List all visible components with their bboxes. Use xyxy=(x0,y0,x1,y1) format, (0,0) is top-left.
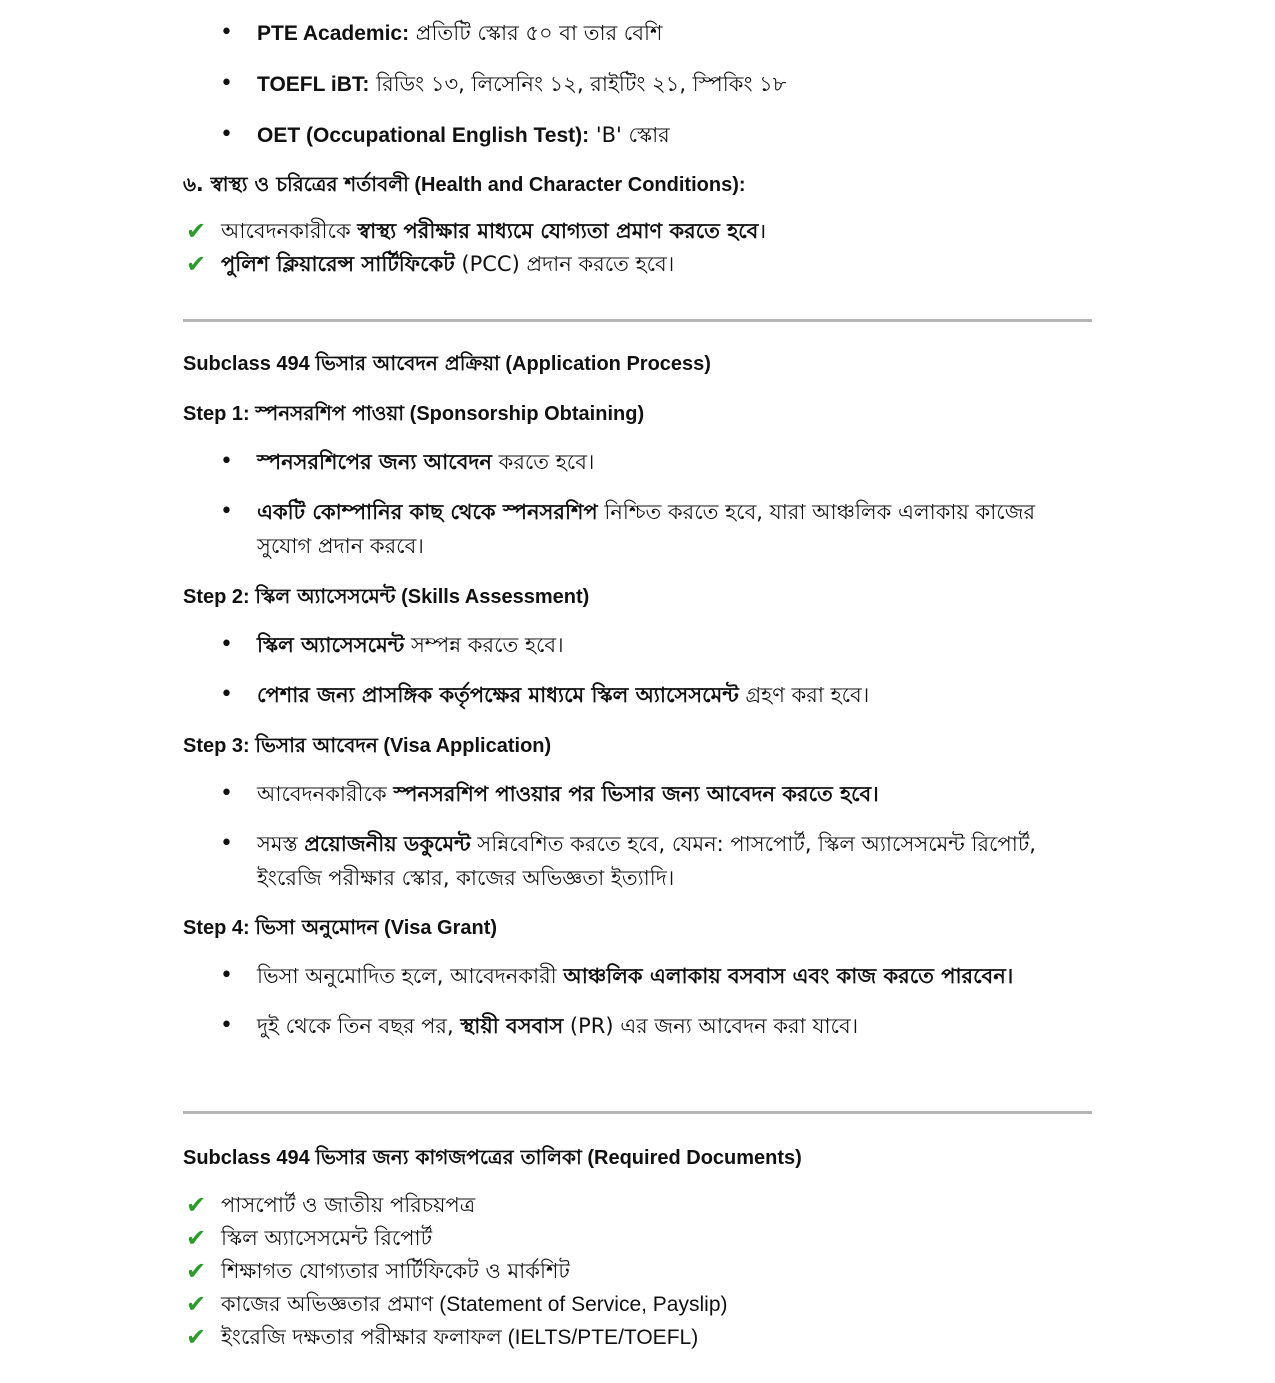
step-1-heading: Step 1: স্পনসরশিপ পাওয়া (Sponsorship Obtaining) xyxy=(183,401,645,425)
check-mark-icon: ✔ xyxy=(186,1257,207,1285)
check-mark-icon: ✔ xyxy=(186,250,207,278)
health-heading: ৬. স্বাস্থ্য ও চরিত্রের শর্তাবলী (Health and Character Conditions): xyxy=(183,172,746,196)
list-item: • স্পনসরশিপের জন্য আবেদন করতে হবে। xyxy=(0,445,1275,479)
list-item: • ভিসা অনুমোদিত হলে, আবেদনকারী আঞ্চলিক এলাকায় বসবাস এবং কাজ করতে পারবেন। xyxy=(0,959,1275,993)
checklist-item: ✔ স্কিল অ্যাসেসমেন্ট রিপোর্ট xyxy=(0,1222,1275,1255)
checklist-item: ✔ ইংরেজি দক্ষতার পরীক্ষার ফলাফল (IELTS/PTE/TOEFL) xyxy=(0,1321,1275,1354)
list-item: • TOEFL iBT: রিডিং ১৩, লিসেনিং ১২, রাইটিং ২১, স্পিকিং ১৮ xyxy=(0,67,1275,102)
step-1-list xyxy=(0,445,1275,563)
step-4-heading: Step 4: ভিসা অনুমোদন (Visa Grant) xyxy=(183,915,498,939)
checklist-item: ✔ পুলিশ ক্লিয়ারেন্স সার্টিফিকেট (PCC) প্রদান করতে হবে। xyxy=(0,248,1275,281)
step-2-list xyxy=(0,628,1275,712)
checklist-item: ✔ পাসপোর্ট ও জাতীয় পরিচয়পত্র xyxy=(0,1189,1275,1222)
checklist-item: ✔ শিক্ষাগত যোগ্যতার সার্টিফিকেট ও মার্কশিট xyxy=(0,1255,1275,1288)
step-4-list xyxy=(0,959,1275,1043)
step-3-list xyxy=(0,777,1275,895)
documents-checklist xyxy=(0,1189,1275,1354)
check-mark-icon: ✔ xyxy=(186,1290,207,1318)
step-2-heading: Step 2: স্কিল অ্যাসেসমেন্ট (Skills Assessment) xyxy=(183,584,590,608)
step-3-heading: Step 3: ভিসার আবেদন (Visa Application) xyxy=(183,733,552,757)
list-item: • PTE Academic: প্রতিটি স্কোর ৫০ বা তার বেশি xyxy=(0,16,1275,51)
list-item: • পেশার জন্য প্রাসঙ্গিক কর্তৃপক্ষের মাধ্যমে স্কিল অ্যাসেসমেন্ট গ্রহণ করা হবে। xyxy=(0,678,1275,712)
checklist-item: ✔ আবেদনকারীকে স্বাস্থ্য পরীক্ষার মাধ্যমে যোগ্যতা প্রমাণ করতে হবে। xyxy=(0,215,1275,248)
health-checklist xyxy=(0,215,1275,281)
list-item: • স্কিল অ্যাসেসমেন্ট সম্পন্ন করতে হবে। xyxy=(0,628,1275,662)
list-item: • একটি কোম্পানির কাছ থেকে স্পনসরশিপ নিশ্চিত করতে হবে, যারা আঞ্চলিক এলাকায় কাজের সুযোগ প্রদান করবে। xyxy=(0,495,1275,563)
list-item: • আবেদনকারীকে স্পনসরশিপ পাওয়ার পর ভিসার জন্য আবেদন করতে হবে। xyxy=(0,777,1275,811)
check-mark-icon: ✔ xyxy=(186,217,207,245)
divider xyxy=(183,1111,1092,1114)
check-mark-icon: ✔ xyxy=(186,1191,207,1219)
divider xyxy=(183,319,1092,322)
list-item: • OET (Occupational English Test): 'B' স্কোর xyxy=(0,118,1275,153)
list-item: • সমস্ত প্রয়োজনীয় ডকুমেন্ট সন্নিবেশিত করতে হবে, যেমন: পাসপোর্ট, স্কিল অ্যাসেসমেন্ট রিপোর্ট, ইংরেজি পরীক্ষার স্কোর, কাজের অভিজ্ঞতা ইত্যাদি। xyxy=(0,827,1275,895)
english-tests-list xyxy=(0,16,1275,153)
check-mark-icon: ✔ xyxy=(186,1224,207,1252)
documents-heading: Subclass 494 ভিসার জন্য কাগজপত্রের তালিকা (Required Documents) xyxy=(183,1145,802,1169)
list-item: • দুই থেকে তিন বছর পর, স্থায়ী বসবাস (PR) এর জন্য আবেদন করা যাবে। xyxy=(0,1009,1275,1043)
check-mark-icon: ✔ xyxy=(186,1323,207,1351)
process-heading: Subclass 494 ভিসার আবেদন প্রক্রিয়া (Application Process) xyxy=(183,351,711,375)
checklist-item: ✔ কাজের অভিজ্ঞতার প্রমাণ (Statement of Service, Payslip) xyxy=(0,1288,1275,1321)
